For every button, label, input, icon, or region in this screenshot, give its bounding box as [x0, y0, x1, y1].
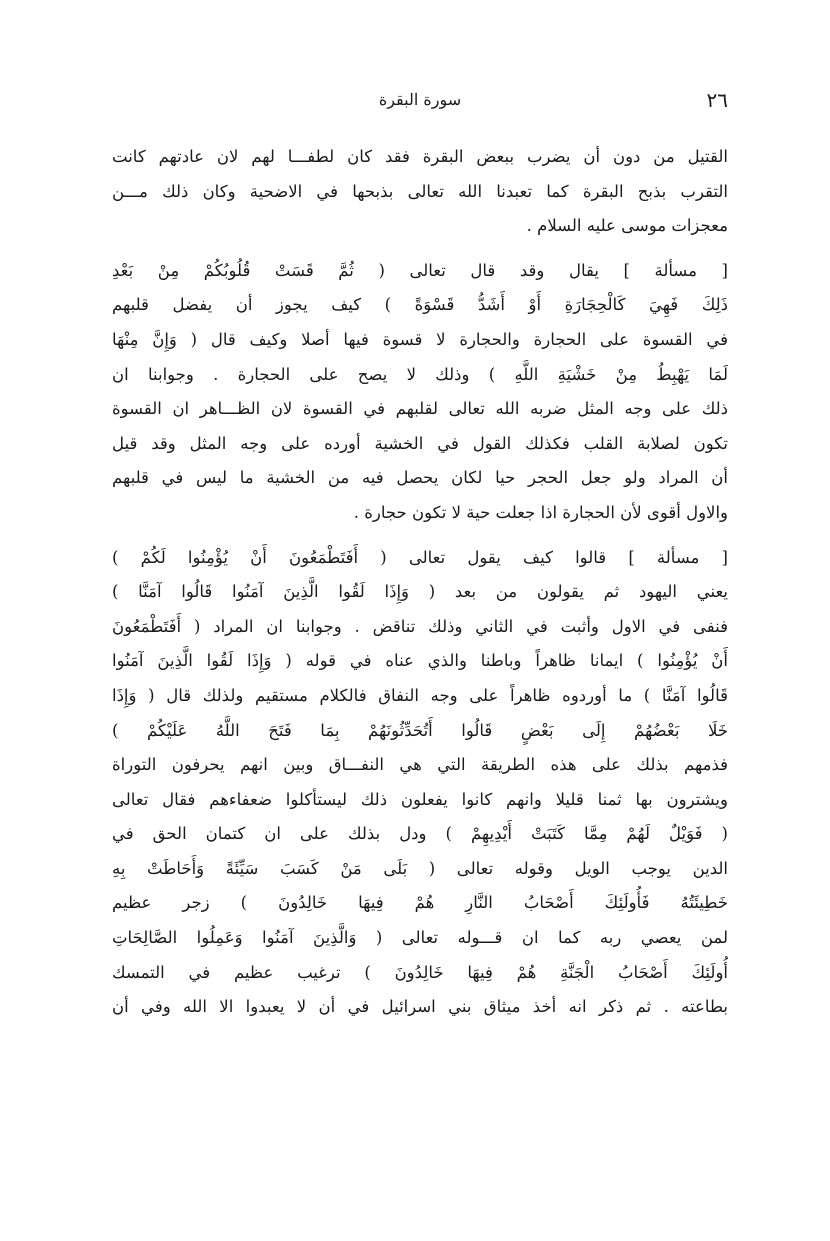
text-line: يعني اليهود ثم يقولون من بعد ( وَإِذَا لَقُوا الَّذِينَ آمَنُوا قَالُوا آمَنَّا ) [112, 582, 728, 602]
running-title: سورة البقرة [378, 90, 462, 109]
paragraph [112, 254, 728, 531]
paragraph [112, 140, 728, 244]
text-line: [ مسألة ] قالوا كيف يقول تعالى ( أَفَتَطْمَعُونَ أَنْ يُؤْمِنُوا لَكُمْ ) [112, 547, 728, 567]
text-line: الدين يوجب الويل وقوله تعالى ( بَلَى مَنْ كَسَبَ سَيِّئَةً وَأَحَاطَتْ بِهِ [112, 858, 728, 878]
page-number: ٢٦ [706, 88, 728, 112]
text-line: ذلك على وجه المثل ضربه الله تعالى لقلبهم في القسوة لان الظـــاهر ان القسوة [112, 399, 728, 419]
text-line: التقرب بذبح البقرة كما تعبدنا الله تعالى بذبحها في الاضحية وكان ذلك مـــن [112, 181, 728, 201]
text-line: خَلَا بَعْضُهُمْ إِلَى بَعْضٍ قَالُوا أَتُحَدِّثُونَهُمْ بِمَا فَتَحَ اللَّهُ عَلَيْكُمْ ) [112, 720, 728, 740]
text-line: [ مسألة ] يقال وقد قال تعالى ( ثُمَّ قَسَتْ قُلُوبُكُمْ مِنْ بَعْدِ [112, 260, 728, 280]
text-line: فنفى في الاول وأثبت في الثاني وذلك تناقض . وجوابنا ان المراد ( أَفَتَطْمَعُونَ [112, 616, 728, 636]
text-line: لَمَا يَهْبِطُ مِنْ خَشْيَةِ اللَّهِ ) وذلك لا يصح على الحجارة . وجوابنا ان [112, 364, 728, 384]
text-line: القتيل من دون أن يضرب ببعض البقرة فقد كان لطفـــا لهم لان عادتهم كانت [112, 147, 728, 166]
text-line: أَنْ يُؤْمِنُوا ) ايمانا ظاهراً وباطنا والذي عناه في قوله ( وَإِذَا لَقُوا الَّذِينَ آمَنُوا [112, 651, 728, 671]
text-line: تكون لصلابة القلب فكذلك القول في الخشية أورده على وجه المثل وقد قيل [112, 433, 728, 453]
running-header [112, 88, 728, 114]
text-line: خَطِيئَتُهُ فَأُولَئِكَ أَصْحَابُ النَّارِ هُمْ فِيهَا خَالِدُونَ ) زجر عظيم [112, 893, 728, 913]
text-line: لمن يعصي ربه كما ان قـــوله تعالى ( وَالَّذِينَ آمَنُوا وَعَمِلُوا الصَّالِحَاتِ [112, 928, 728, 948]
text-line: ( فَوَيْلٌ لَهُمْ مِمَّا كَتَبَتْ أَيْدِيهِمْ ) ودل بذلك على ان كتمان الحق في [112, 824, 728, 844]
body-text [112, 140, 728, 1025]
text-line: ذَلِكَ فَهِيَ كَالْحِجَارَةِ أَوْ أَشَدُّ قَسْوَةً ) كيف يجوز أن يفضل قلبهم [112, 295, 728, 315]
paragraph-spacer [112, 244, 728, 254]
text-line: أُولَئِكَ أَصْحَابُ الْجَنَّةِ هُمْ فِيهَا خَالِدُونَ ) ترغيب عظيم في التمسك [112, 962, 728, 982]
text-line: فذمهم بذلك على هذه الطريقة التي هي النفـــاق وبين انهم يحرفون التوراة [112, 755, 728, 775]
text-line: ويشترون بها ثمنا قليلا وانهم كانوا يفعلون ذلك ليستأكلوا ضعفاءهم فقال تعالى [112, 789, 728, 809]
text-line: قَالُوا آمَنَّا ) ما أوردوه ظاهراً على وجه النفاق فالكلام مستقيم ولذلك قال ( وَإِذَا [112, 685, 728, 705]
paragraph [112, 541, 728, 1025]
text-line: في القسوة على الحجارة والحجارة لا قسوة فيها أصلا وكيف قال ( وَإِنَّ مِنْهَا [112, 329, 728, 349]
text-line: بطاعته . ثم ذكر انه أخذ ميثاق بني اسرائيل في أن لا يعبدوا الا الله وفي أن [112, 997, 728, 1017]
paragraph-spacer [112, 531, 728, 541]
text-line: معجزات موسى عليه السلام . [526, 216, 728, 236]
text-line: أن المراد ولو جعل الحجر حيا لكان يحصل فيه من الخشية ما ليس في قلبهم [112, 468, 728, 488]
text-line: والاول أقوى لأن الحجارة اذا جعلت حية لا تكون حجارة . [353, 502, 728, 522]
